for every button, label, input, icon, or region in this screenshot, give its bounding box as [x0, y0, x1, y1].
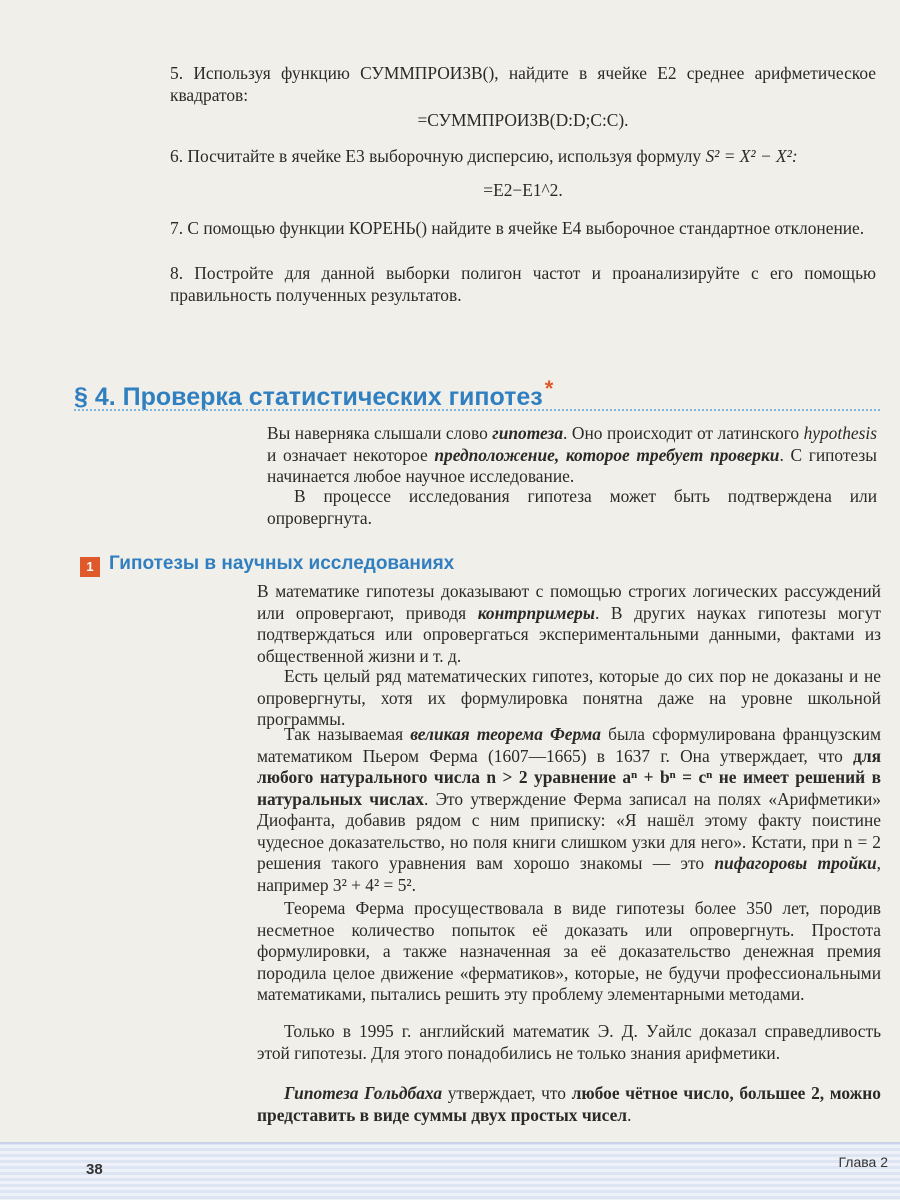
subsection-number-badge: 1 [80, 557, 100, 577]
section-intro-1: Вы наверняка слышали слово гипотеза. Оно происходит от латинского hypothesis и означает некоторое предположение, которое требует проверки. С гипотезы начинается любое научное исследование. [267, 423, 877, 486]
page-number: 38 [86, 1161, 103, 1178]
section-title: § 4. Проверка статистических гипотез* [74, 376, 554, 411]
section-dotted-rule [74, 409, 880, 411]
formula-variance: =E2−E1^2. [483, 180, 563, 200]
task-5: 5. Используя функцию СУММПРОИЗВ(), найдите в ячейке E2 среднее арифметическое квадратов: [170, 63, 876, 105]
footer-rule [0, 1142, 900, 1144]
page-footer [0, 1142, 900, 1200]
task-8: 8. Постройте для данной выборки полигон частот и проанализируйте с его помощью правильность полученных результатов. [170, 263, 876, 305]
advanced-star-icon: * [544, 376, 554, 401]
paragraph-1: В математике гипотезы доказывают с помощью строгих логических рассуждений или опровергают, приводя контрпримеры. В других науках гипотезы могут подтверждаться или опровергаться экспериментальными данными, фактами из общественной жизни и т. д. [257, 581, 881, 666]
formula-sumproduct: =СУММПРОИЗВ(D:D;C:C). [417, 110, 629, 130]
paragraph-6: Гипотеза Гольдбаха утверждает, что любое чётное число, большее 2, можно представить в виде суммы двух простых чисел. [257, 1083, 881, 1125]
variance-formula: S² = X² − X²: [705, 146, 798, 166]
paragraph-5: Только в 1995 г. английский математик Э. Д. Уайлс доказал справедливость этой гипотезы. Для этого понадобились не только знания арифметики. [257, 1021, 881, 1063]
paragraph-4: Теорема Ферма просуществовала в виде гипотезы более 350 лет, породив несметное количество попыток её доказать или опровергнуть. Простота формулировки, а также назначенная за её доказательство денежная премия породила целое движение «ферматиков», которые, не будучи профессиональными математиками, пытались решить эту проблему элементарными методами. [257, 898, 881, 1004]
paragraph-3: Так называемая великая теорема Ферма была сформулирована французским математиком Пьером Ферма (1607—1665) в 1637 г. Она утверждает, что для любого натурального числа n > 2 уравнение aⁿ + bⁿ = cⁿ не имеет решений в натуральных числах. Это утверждение Ферма записал на полях «Арифметики» Диофанта, добавив рядом с ним приписку: «Я нашёл этому факту поистине чудесное доказательство, но поля книги слишком узки для него». Кстати, при n = 2 решения такого уравнения вам хорошо знакомы — это пифагоровы тройки, например 3² + 4² = 5². [257, 724, 881, 895]
task-7: 7. С помощью функции КОРЕНЬ() найдите в ячейке E4 выборочное стандартное отклонение. [170, 218, 865, 238]
task-6: 6. Посчитайте в ячейке E3 выборочную дисперсию, используя формулу S² = X² − X²: [170, 146, 798, 166]
subsection-title: Гипотезы в научных исследованиях [109, 553, 455, 574]
chapter-label: Глава 2 [838, 1154, 888, 1170]
paragraph-2: Есть целый ряд математических гипотез, которые до сих пор не доказаны и не опровергнуты, хотя их формулировка понятна даже на уровне школьной программы. [257, 666, 881, 729]
section-intro-2: В процессе исследования гипотеза может быть подтверждена или опровергнута. [267, 486, 877, 528]
